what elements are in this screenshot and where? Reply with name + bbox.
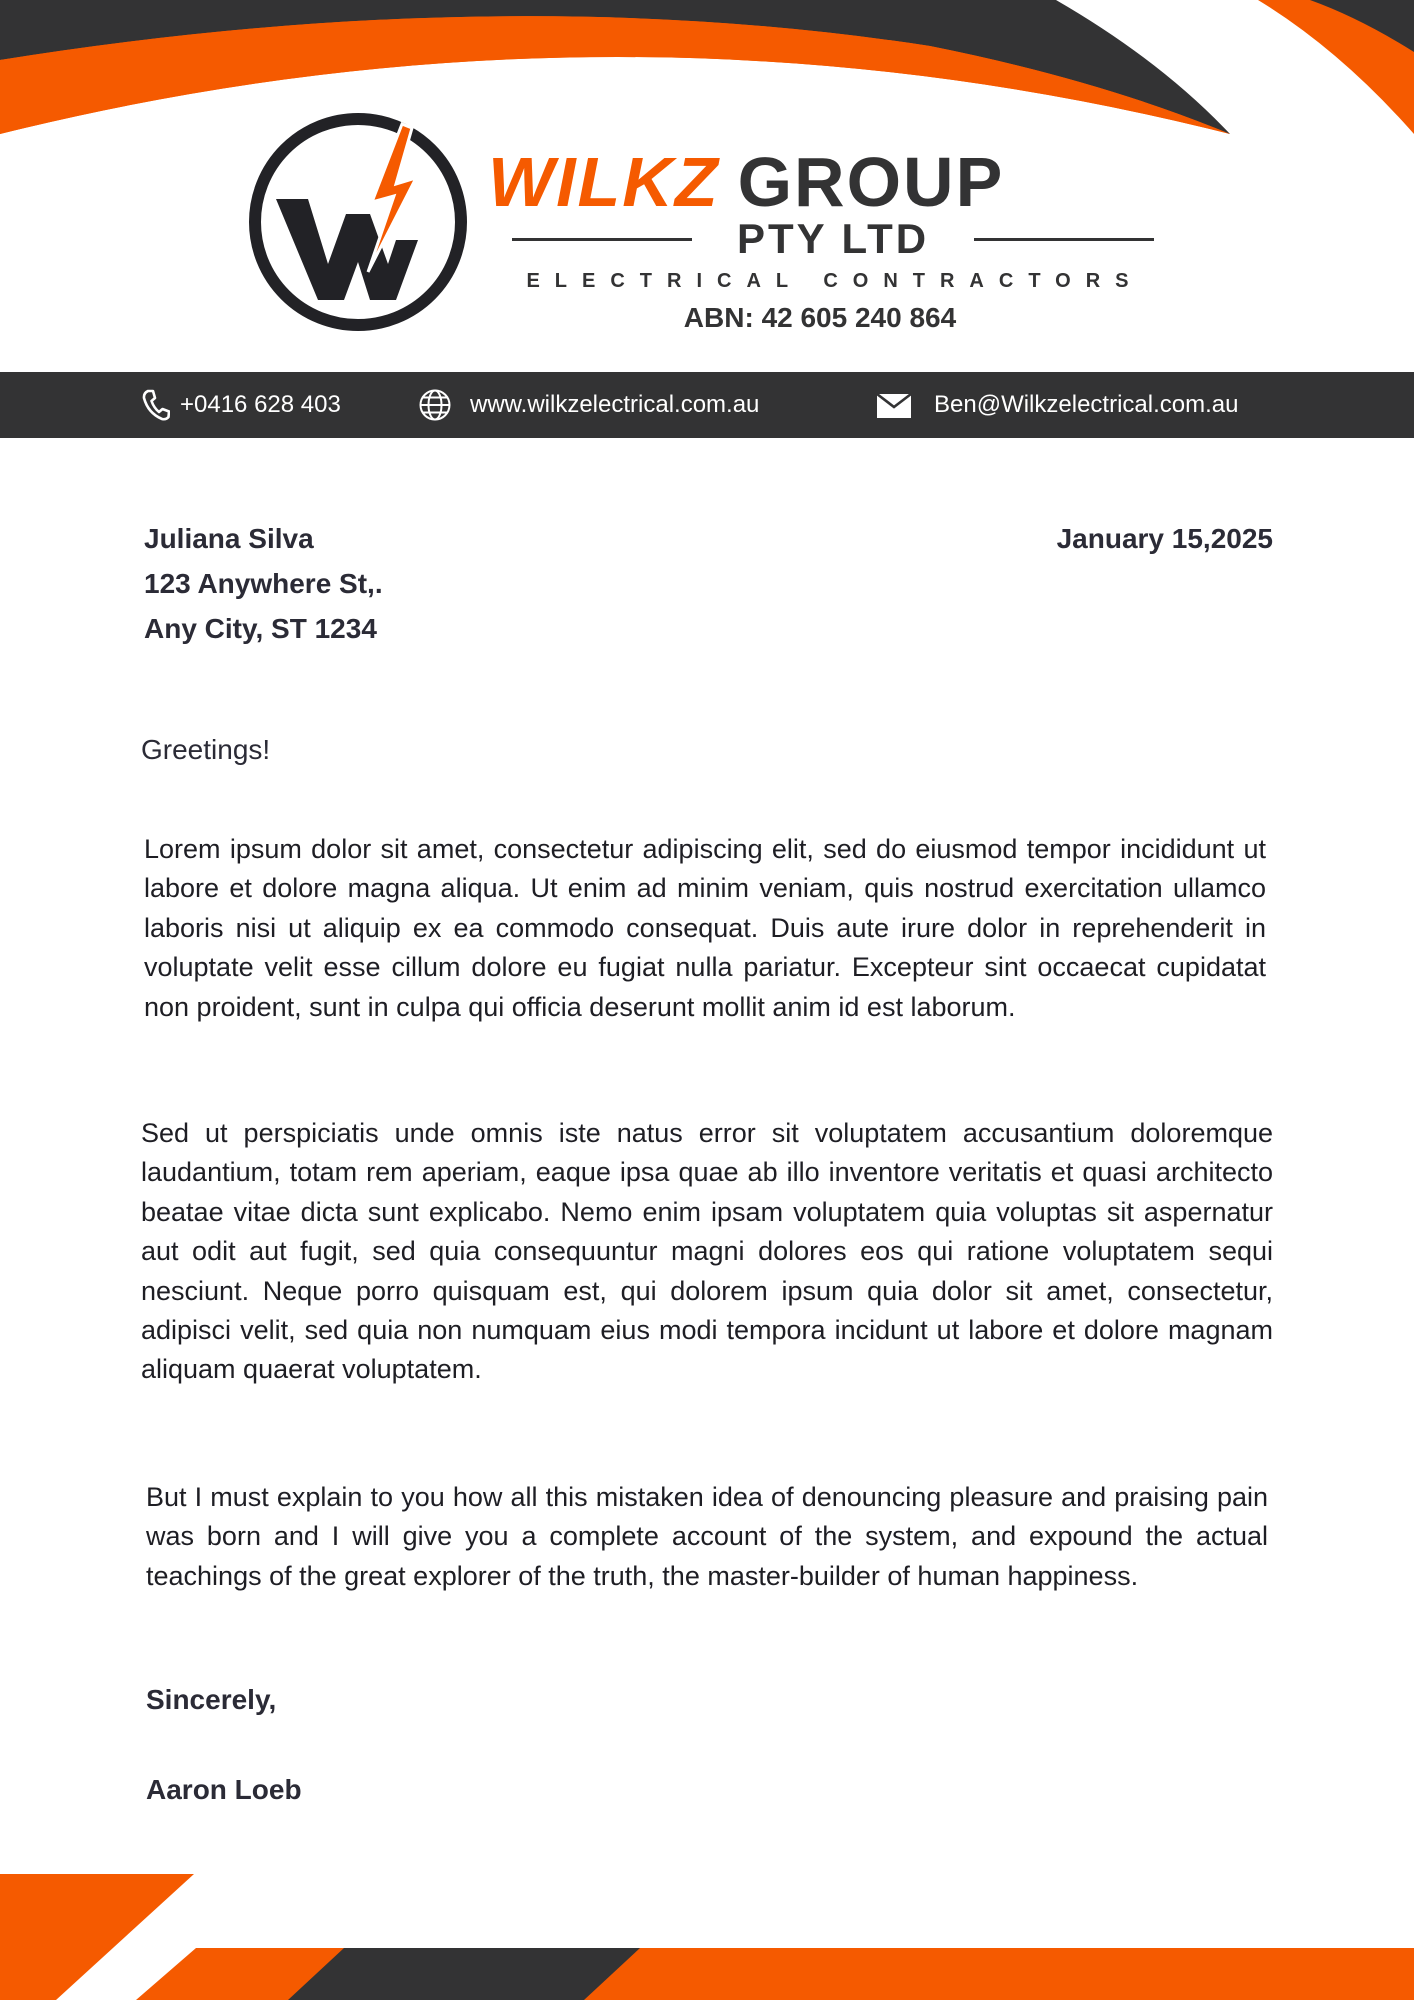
company-name-part1: WILKZ [488, 143, 720, 221]
recipient-street: 123 Anywhere St,. [144, 568, 383, 599]
body-paragraph-1: Lorem ipsum dolor sit amet, consectetur adipiscing elit, sed do eiusmod tempor incididunt ut labore et dolore magna aliqua. Ut enim ad minim veniam, quis nostrud exercitation ullamco laboris nisi ut aliquip ex ea commodo consequat. Duis aute irure dolor in reprehenderit in voluptate velit esse cillum dolore eu fugiat nulla pariatur. Excepteur sint occaecat cupidatat non proident, sunt in culpa qui officia deserunt mollit anim id est laborum. [144, 834, 1266, 1022]
closing: Sincerely, [146, 1684, 277, 1715]
phone-number: +0416 628 403 [180, 391, 341, 418]
recipient-address [144, 516, 644, 651]
body-paragraph-2: Sed ut perspiciatis unde omnis iste natus error sit voluptatem accusantium doloremque laudantium, totam rem aperiam, eaque ipsa quae ab illo inventore veritatis et quasi architecto beatae vitae dicta sunt explicabo. Nemo enim ipsam voluptatem quia voluptas sit aspernatur aut odit aut fugit, sed quia consequuntur magni dolores eos qui ratione voluptatem sequi nesciunt. Neque porro quisquam est, qui dolorem ipsum quia dolor sit amet, consectetur, adipisci velit, sed quia non numquam eius modi tempora incidunt ut labore et dolore magnam aliquam quaerat voluptatem. [141, 1118, 1273, 1385]
letter-date: January 15,2025 [1056, 523, 1273, 554]
recipient-name: Juliana Silva [144, 523, 314, 554]
company-tagline: ELECTRICAL CONTRACTORS [526, 270, 1144, 292]
website-url: www.wilkzelectrical.com.au [470, 391, 760, 418]
footer-decoration [0, 1874, 1414, 2000]
phone-icon [142, 389, 170, 421]
body-paragraph-3: But I must explain to you how all this mistaken idea of denouncing pleasure and praising pain was born and I will give you a complete account of the system, and expound the actual teachings of the great explorer of the truth, the master-builder of human happiness. [146, 1482, 1268, 1591]
company-name-part2: GROUP [737, 143, 1005, 221]
company-name [488, 142, 1168, 222]
email-address: Ben@Wilkzelectrical.com.au [934, 391, 1239, 418]
signer-name: Aaron Loeb [146, 1774, 302, 1805]
contact-email[interactable] [876, 372, 1238, 438]
wilkz-logo-icon [246, 104, 472, 334]
header-decoration [0, 0, 1414, 140]
company-suffix: PTY LTD [736, 215, 930, 262]
divider-right [974, 238, 1154, 241]
recipient-city: Any City, ST 1234 [144, 613, 377, 644]
globe-icon [418, 388, 452, 422]
divider-left [512, 238, 692, 241]
greeting: Greetings! [141, 734, 271, 765]
mail-icon [876, 391, 912, 419]
contact-website[interactable] [418, 372, 759, 438]
company-abn: ABN: 42 605 240 864 [683, 302, 957, 333]
contact-phone[interactable] [142, 372, 341, 438]
contact-bar [0, 372, 1414, 438]
